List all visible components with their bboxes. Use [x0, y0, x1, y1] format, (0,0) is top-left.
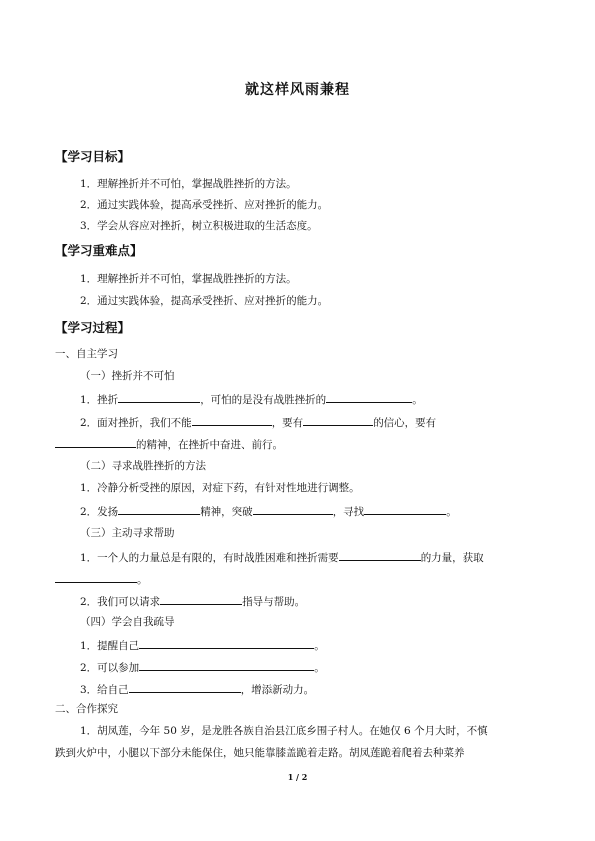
fill-in-line: 的精神，在挫折中奋进、前行。: [55, 436, 283, 452]
fill-in-line: 1．一个人的力量总是有限的，有时战胜困难和挫折需要 的力量，获取: [80, 549, 484, 565]
answer-blank[interactable]: [55, 436, 136, 448]
key-point-item: 1．理解挫折并不可怕，掌握战胜挫折的方法。: [80, 273, 297, 285]
section-heading-objectives: 【学习目标】: [55, 149, 131, 164]
answer-blank[interactable]: [118, 391, 200, 403]
fill-in-line: 1．挫折 ，可怕的是没有战胜挫折的 。: [80, 391, 423, 407]
objective-item: 1．理解挫折并不可怕，掌握战胜挫折的方法。: [80, 178, 297, 190]
answer-blank[interactable]: [139, 659, 314, 671]
answer-blank[interactable]: [139, 637, 314, 649]
answer-blank[interactable]: [129, 681, 241, 693]
answer-blank[interactable]: [253, 503, 333, 515]
answer-blank[interactable]: [192, 414, 272, 426]
subsection-heading: （一）挫折并不可怕: [80, 370, 175, 382]
fill-in-line: 3．给自己 ，增添新动力。: [80, 681, 314, 697]
page-number: 1 / 2: [287, 772, 308, 782]
answer-blank[interactable]: [118, 503, 200, 515]
paragraph-line: 1．胡凤莲，今年 50 岁，是龙胜各族自治县江底乡围子村人。在她仅 6 个月大时，不慎: [80, 725, 488, 737]
paragraph-line: 跌到火炉中，小腿以下部分未能保住，她只能靠膝盖跪着走路。胡凤莲跪着爬着去种菜养: [55, 747, 465, 759]
fill-in-line: 2．面对挫折，我们不能 ，要有 的信心，要有: [80, 414, 436, 430]
part-heading: 二、合作探究: [55, 703, 118, 715]
subsection-heading: （三）主动寻求帮助: [80, 527, 175, 539]
section-heading-key-points: 【学习重难点】: [55, 243, 143, 258]
answer-blank[interactable]: [364, 503, 446, 515]
key-point-item: 2．通过实践体验，提高承受挫折、应对挫折的能力。: [80, 295, 329, 307]
answer-blank[interactable]: [303, 414, 373, 426]
content-line: 1．冷静分析受挫的原因，对症下药，有针对性地进行调整。: [80, 482, 360, 494]
subsection-heading: （四）学会自我疏导: [80, 616, 175, 628]
answer-blank[interactable]: [55, 571, 137, 583]
fill-in-line: 2．我们可以请求 指导与帮助。: [80, 593, 305, 609]
fill-in-line: 1．提醒自己 。: [80, 637, 325, 653]
section-heading-process: 【学习过程】: [55, 320, 131, 335]
objective-item: 2．通过实践体验，提高承受挫折、应对挫折的能力。: [80, 199, 329, 211]
fill-in-line: 2．发扬 精神，突破 ，寻找 。: [80, 503, 457, 519]
answer-blank[interactable]: [326, 391, 412, 403]
part-heading: 一、自主学习: [55, 348, 118, 360]
subsection-heading: （二）寻求战胜挫折的方法: [80, 460, 206, 472]
fill-in-line: 2．可以参加 。: [80, 659, 325, 675]
fill-in-line: 。: [55, 571, 148, 587]
answer-blank[interactable]: [339, 549, 421, 561]
page-title: 就这样风雨兼程: [245, 82, 350, 98]
objective-item: 3．学会从容应对挫折，树立积极进取的生活态度。: [80, 220, 318, 232]
answer-blank[interactable]: [160, 593, 242, 605]
